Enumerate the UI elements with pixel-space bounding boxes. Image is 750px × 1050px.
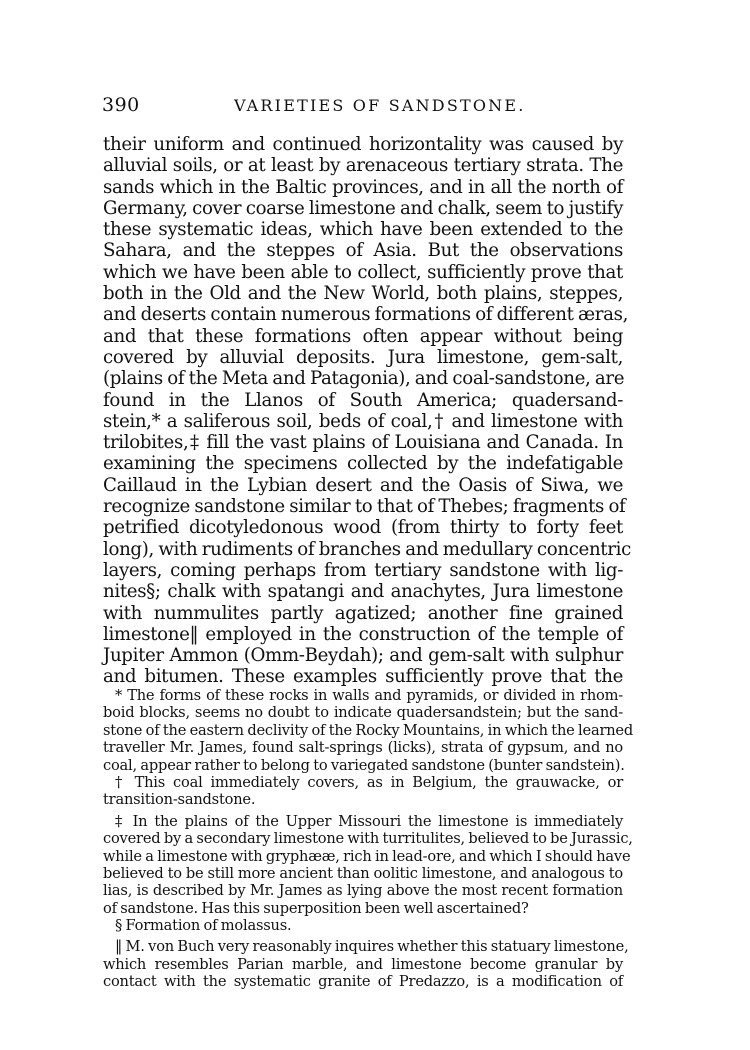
footnote-line: † This coal immediately covers, as in Belgium, the grauwacke, or [115, 773, 623, 791]
footnote-line: ‡ In the plains of the Upper Missouri the limestone is immediately [115, 812, 623, 830]
text-line: alluvial soils, or at least by arenaceous tertiary strata. The [103, 155, 623, 177]
footnote-line: lias, is described by Mr. James as lying above the most recent formation [103, 882, 623, 900]
footnote-line: stone of the eastern declivity of the Rocky Mountains, in which the learned [103, 721, 634, 739]
text-line: and deserts contain numerous formations of different æras, [103, 304, 629, 326]
main-text [103, 134, 631, 688]
text-line: found in the Llanos of South America; quadersand- [103, 389, 623, 411]
text-line: (plains of the Meta and Patagonia), and coal-sandstone, are [103, 368, 625, 390]
text-line: which we have been able to collect, sufficiently prove that [103, 261, 623, 283]
footnote-line: § Formation of molassus. [115, 917, 292, 935]
footnote-line: contact with the systematic granite of Predazzo, is a modification of [103, 973, 623, 991]
footnote-asterisk [103, 687, 634, 774]
footnote-line: while a limestone with gryphææ, rich in lead-ore, and which I should have [103, 847, 631, 865]
text-line: examining the specimens collected by the indefatigable [103, 453, 623, 475]
running-title: VARIETIES OF SANDSTONE. [234, 96, 526, 115]
text-line: nites§; chalk with spatangi and anachytes, Jura limestone [103, 581, 623, 603]
footnote-parallel [103, 938, 629, 991]
text-line: petrified dicotyledonous wood (from thirty to forty feet [103, 517, 623, 539]
footnote-line: covered by a secondary limestone with turritulites, believed to be Jurassic, [103, 830, 633, 848]
text-line: layers, coming perhaps from tertiary sandstone with lig- [103, 559, 623, 581]
footnote-line: of sandstone. Has this superposition been well ascertained? [103, 899, 529, 917]
page-header [102, 94, 622, 118]
text-line: long), with rudiments of branches and medullary concentric [103, 538, 631, 560]
text-line: covered by alluvial deposits. Jura limestone, gem-salt, [103, 346, 623, 368]
footnote-dagger [103, 774, 623, 809]
page-number: 390 [102, 94, 140, 116]
footnote-line: which resembles Parian marble, and limestone become granular by [103, 955, 623, 973]
text-line: sands which in the Baltic provinces, and in all the north of [103, 176, 623, 198]
footnote-line: transition-sandstone. [103, 791, 256, 809]
text-line: limestone‖ employed in the construction of the temple of [103, 623, 623, 645]
footnote-line: coal, appear rather to belong to variegated sandstone (bunter sandstein). [103, 756, 625, 774]
text-line: and bitumen. These examples sufficiently prove that the [103, 666, 623, 688]
footnotes [103, 687, 634, 991]
footnote-double-dagger [103, 812, 633, 917]
text-line: Jupiter Ammon (Omm-Beydah); and gem-salt with sulphur [103, 645, 623, 667]
footnote-line: boid blocks, seems no doubt to indicate quadersandstein; but the sand- [103, 704, 623, 722]
text-line: Germany, cover coarse limestone and chalk, seem to justify [103, 197, 623, 219]
text-line: recognize sandstone similar to that of Thebes; fragments of [103, 496, 626, 518]
text-line: their uniform and continued horizontality was caused by [103, 134, 623, 155]
text-line: Sahara, and the steppes of Asia. But the observations [103, 240, 623, 262]
footnote-line: ‖ M. von Buch very reasonably inquires whether this statuary limestone, [115, 938, 629, 956]
text-line: and that these formations often appear without being [103, 325, 623, 347]
text-line: with nummulites partly agatized; another fine grained [103, 602, 623, 624]
text-line: trilobites,‡ fill the vast plains of Louisiana and Canada. In [103, 432, 623, 454]
footnote-line: traveller Mr. James, found salt-springs (licks), strata of gypsum, and no [103, 739, 623, 757]
text-line: both in the Old and the New World, both plains, steppes, [103, 283, 623, 305]
text-line: stein,* a saliferous soil, beds of coal,† and limestone with [103, 410, 623, 432]
footnote-line: * The forms of these rocks in walls and pyramids, or divided in rhom- [115, 687, 623, 704]
footnote-line: believed to be still more ancient than oolitic limestone, and analogous to [103, 864, 623, 882]
footnote-section [103, 917, 623, 934]
text-line: Caillaud in the Lybian desert and the Oasis of Siwa, we [103, 474, 623, 496]
text-line: these systematic ideas, which have been extended to the [103, 219, 623, 241]
